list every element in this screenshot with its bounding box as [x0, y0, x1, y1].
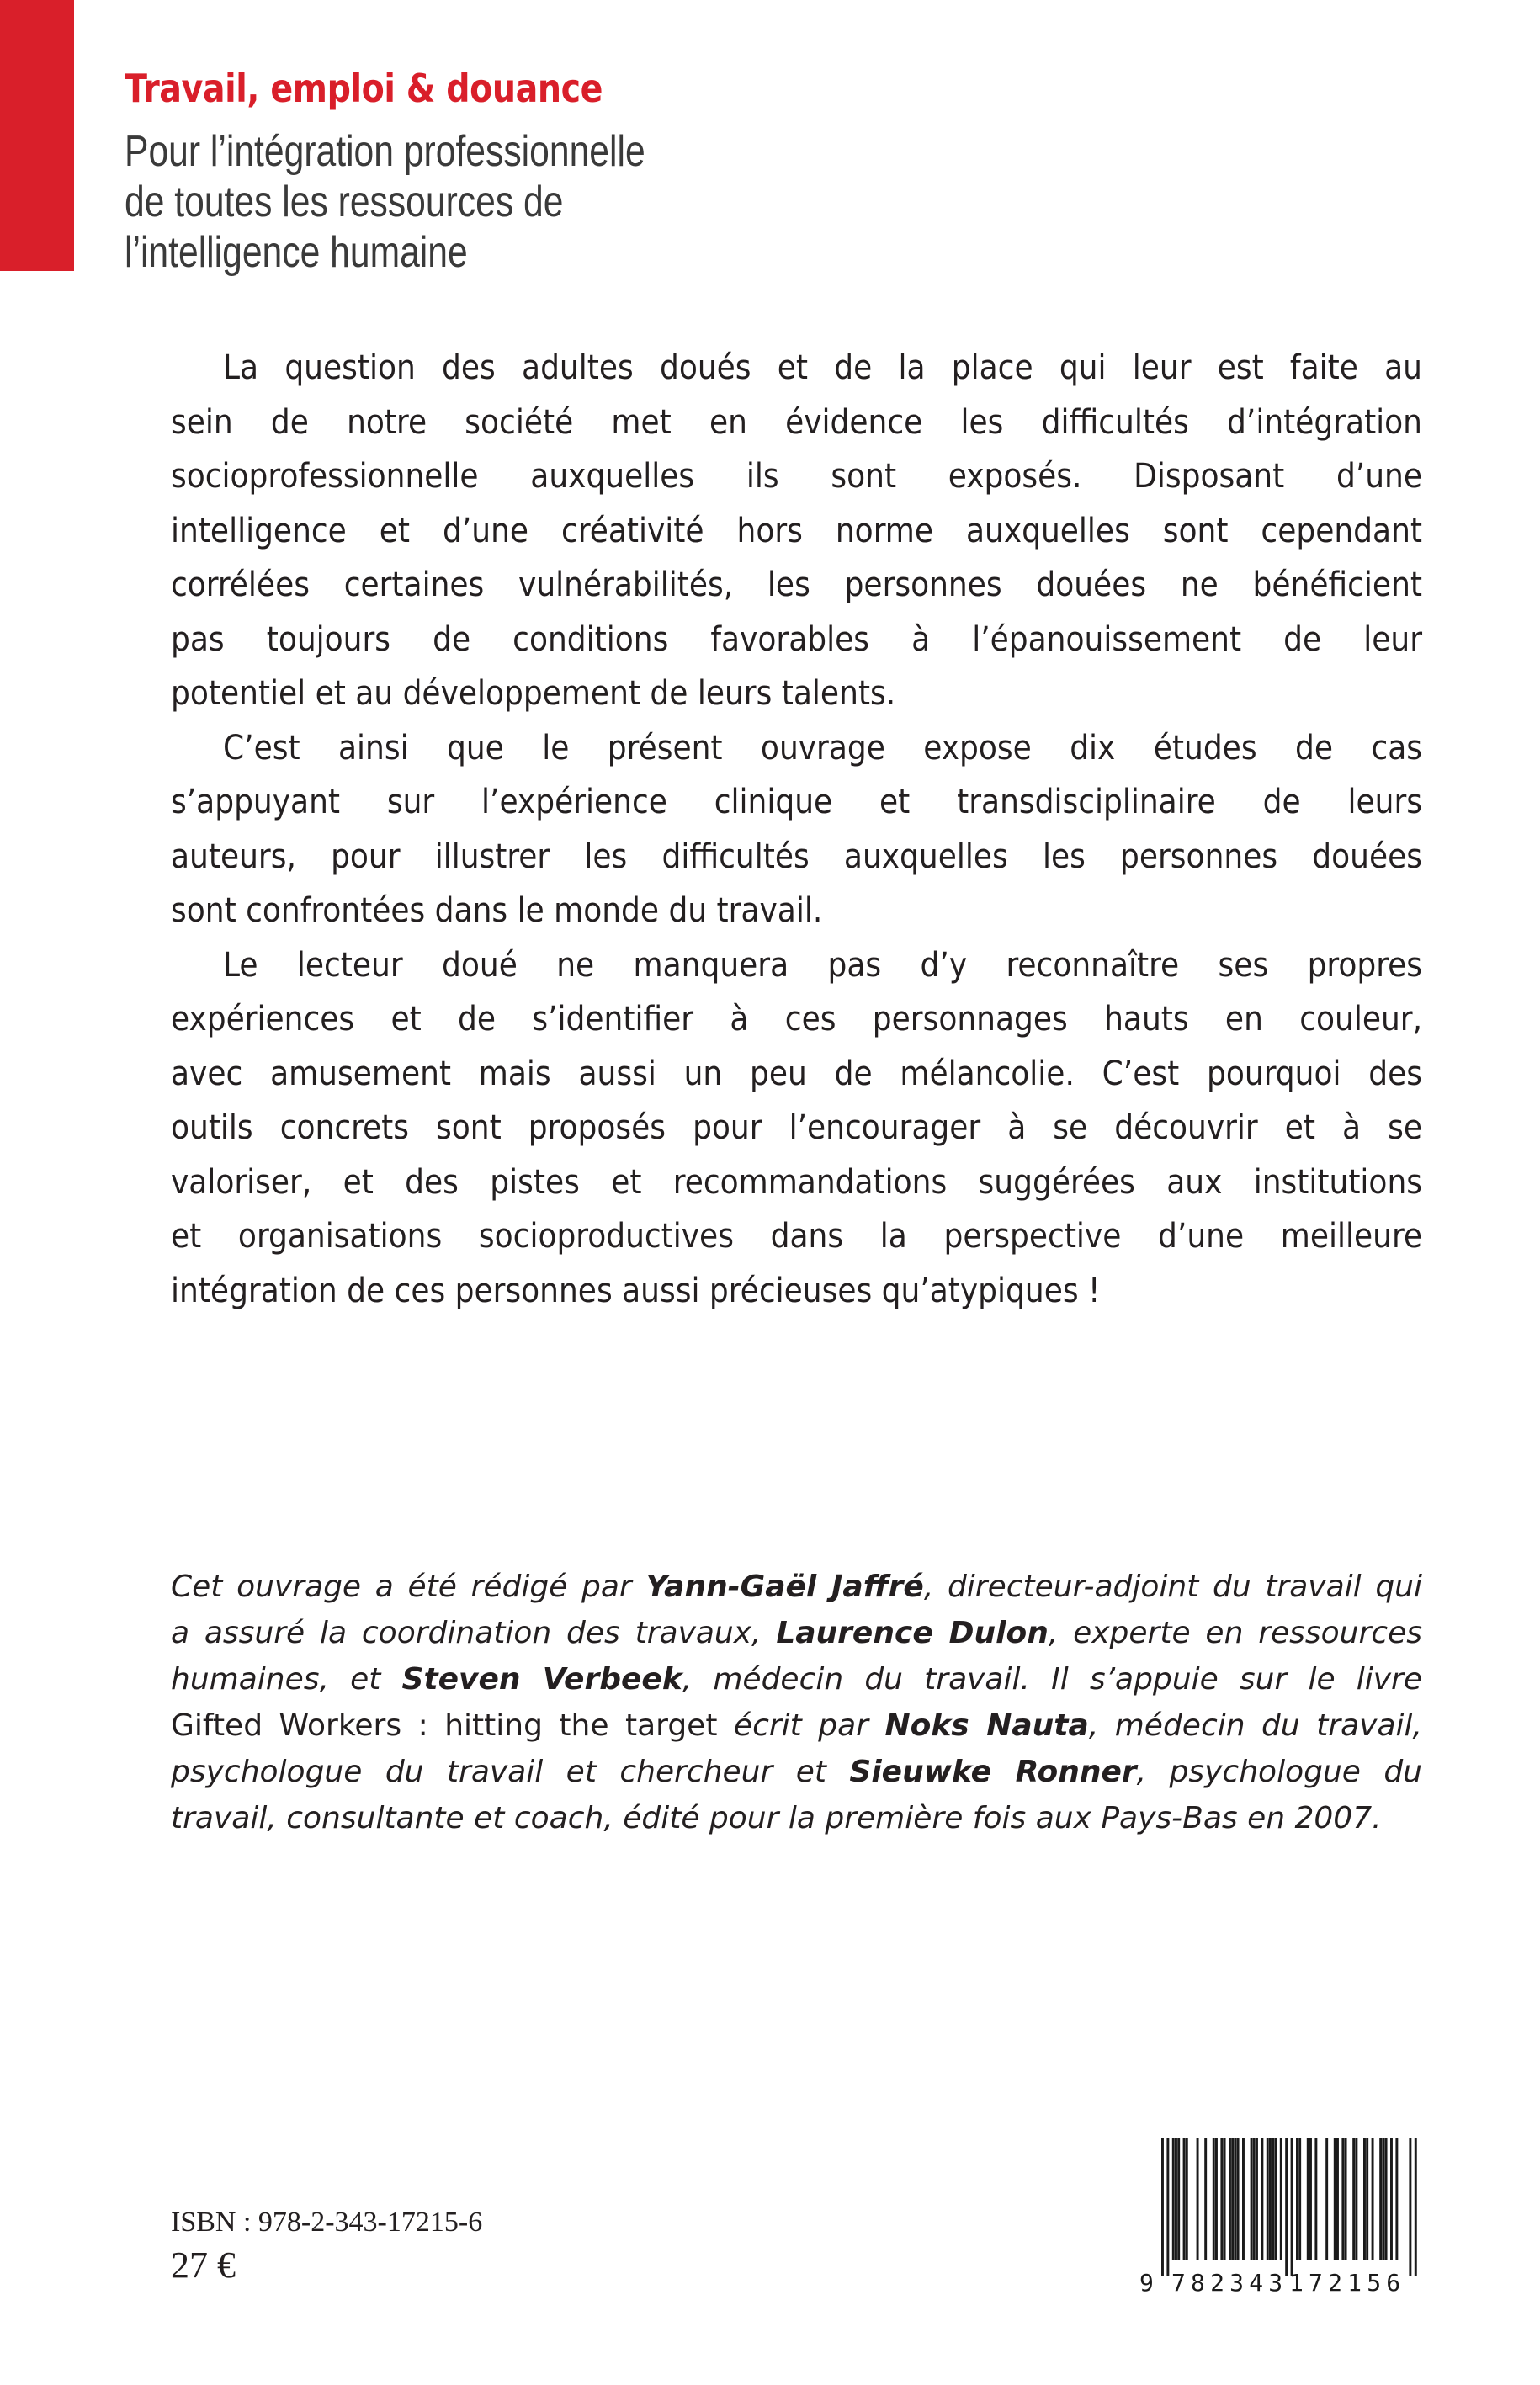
barcode-bar: [1234, 2138, 1236, 2260]
blurb: [171, 341, 1422, 1318]
isbn-label: ISBN : 978-2-343-17215-6: [171, 2207, 483, 2238]
book-title: Gifted Workers : hitting the target: [171, 1708, 718, 1743]
barcode-bar: [1341, 2138, 1344, 2260]
barcode-bar: [1415, 2138, 1417, 2276]
blurb-line: avec amusement mais aussi un peu de mélancolie. C’est pourquoi des: [171, 1054, 1422, 1093]
barcode-bar: [1409, 2138, 1411, 2276]
barcode-bar: [1345, 2138, 1347, 2260]
barcode-bar: [1251, 2138, 1253, 2260]
credits-line: [171, 1610, 1422, 1656]
credits-text: , directeur-adjoint du travail qui: [923, 1570, 1422, 1604]
barcode-bar: [1242, 2138, 1245, 2260]
barcode-bar: [1161, 2138, 1164, 2276]
blurb-line: intelligence et d’une créativité hors norme auxquelles sont cependant: [171, 511, 1422, 550]
barcode-bar: [1366, 2138, 1368, 2260]
blurb-paragraph-3: [171, 938, 1422, 1319]
barcode-bar: [1298, 2138, 1301, 2260]
credits-text: , psychologue du: [1136, 1755, 1423, 1789]
barcode-bar: [1177, 2138, 1180, 2260]
credits-text: Cet ouvrage a été rédigé par: [171, 1570, 646, 1604]
credits-text: a assuré la coordination des travaux,: [171, 1616, 777, 1650]
barcode-digits-left: 782343: [1171, 2269, 1288, 2296]
barcode-bar: [1379, 2138, 1382, 2260]
barcode-bar: [1352, 2138, 1355, 2260]
blurb-line: expériences et de s’identifier à ces personnages hauts en couleur,: [171, 1000, 1422, 1038]
barcode-bar: [1272, 2138, 1274, 2260]
credits-line: [171, 1795, 1422, 1841]
barcode-bar: [1186, 2138, 1188, 2260]
barcode-bar: [1395, 2138, 1398, 2260]
barcode-bar: [1231, 2138, 1234, 2260]
series-subtitle: [125, 126, 645, 278]
barcode-bar: [1382, 2138, 1384, 2260]
barcode-bar: [1224, 2138, 1226, 2260]
author-credits: [171, 1564, 1422, 1841]
barcode-bar: [1355, 2138, 1357, 2260]
barcode-bar: [1237, 2138, 1240, 2260]
barcode-bar: [1280, 2138, 1282, 2260]
blurb-line: valoriser, et des pistes et recommandations suggérées aux institutions: [171, 1162, 1422, 1202]
barcode-bar: [1256, 2138, 1258, 2260]
barcode-bar: [1213, 2138, 1215, 2260]
blurb-line: socioprofessionnelle auxquelles ils sont exposés. Disposant d’une: [171, 457, 1422, 496]
barcode-digits-right: 172156: [1289, 2269, 1406, 2296]
accent-bar: [0, 0, 74, 271]
blurb-line: corrélées certaines vulnérabilités, les personnes douées ne bénéficient: [171, 566, 1422, 604]
subtitle-line: l’intelligence humaine: [125, 228, 468, 277]
subtitle-line: de toutes les ressources de: [125, 178, 564, 226]
barcode-bar: [1314, 2138, 1317, 2260]
subtitle-line: Pour l’intégration professionnelle: [125, 127, 645, 176]
barcode-bar: [1269, 2138, 1272, 2260]
author-name: Yann-Gaël Jaffré: [645, 1570, 924, 1604]
barcode-digit-first: 9: [1139, 2269, 1154, 2296]
barcode-bar: [1336, 2138, 1339, 2260]
credits-line: [171, 1564, 1422, 1610]
barcode-bar: [1274, 2138, 1277, 2260]
credits-line: [171, 1656, 1422, 1702]
blurb-line: La question des adultes doués et de la place qui leur est faite au: [223, 348, 1422, 387]
credits-text: , experte en ressources: [1048, 1616, 1422, 1650]
barcode-bar: [1220, 2138, 1223, 2260]
blurb-line: et organisations socioproductives dans la perspective d’une meilleure: [171, 1217, 1422, 1256]
author-name: Noks Nauta: [884, 1708, 1089, 1743]
blurb-line: sont confrontées dans le monde du travail.: [171, 891, 823, 930]
barcode-bar: [1285, 2138, 1288, 2276]
blurb-line: s’appuyant sur l’expérience clinique et transdisciplinaire de leurs: [171, 783, 1422, 821]
barcode-bar: [1309, 2138, 1312, 2260]
barcode-bar: [1363, 2138, 1366, 2260]
barcode-bars: [1161, 2138, 1417, 2276]
author-name: Laurence Dulon: [776, 1616, 1049, 1650]
barcode-bar: [1175, 2138, 1177, 2260]
blurb-paragraph-2: [171, 721, 1422, 938]
blurb-line: pas toujours de conditions favorables à l’épanouissement de leur: [171, 619, 1422, 659]
barcode-bar: [1197, 2138, 1199, 2260]
barcode-bar: [1334, 2138, 1336, 2260]
barcode-bar: [1307, 2138, 1309, 2260]
credits-line: [171, 1749, 1422, 1795]
credits-text: travail, consultante et coach, édité pour la première fois aux Pays-Bas en 2007.: [171, 1801, 1382, 1835]
blurb-line: C’est ainsi que le présent ouvrage expose dix études de cas: [223, 728, 1422, 768]
blurb-line: auteurs, pour illustrer les difficultés auxquelles les personnes douées: [171, 837, 1422, 876]
blurb-line: sein de notre société met en évidence les difficultés d’intégration: [171, 402, 1422, 442]
credits-line: [171, 1702, 1422, 1749]
barcode-bar: [1296, 2138, 1298, 2260]
barcode-bar: [1291, 2138, 1293, 2276]
barcode-bar: [1325, 2138, 1328, 2260]
blurb-line: potentiel et au développement de leurs talents.: [171, 674, 896, 713]
credits-text: , médecin du travail,: [1088, 1708, 1422, 1743]
price-label: 27 €: [171, 2244, 236, 2286]
barcode-bar: [1183, 2138, 1186, 2260]
barcode-bar: [1372, 2138, 1374, 2260]
barcode-bar: [1267, 2138, 1269, 2260]
barcode-bar: [1204, 2138, 1207, 2260]
isbn-barcode: [1136, 2136, 1426, 2296]
barcode-bar: [1385, 2138, 1388, 2260]
credits-text: , médecin du travail. Il s’appuie sur le livre: [682, 1662, 1423, 1697]
blurb-line: Le lecteur doué ne manquera pas d’y reconnaître ses propres: [223, 945, 1422, 985]
barcode-bar: [1253, 2138, 1256, 2260]
blurb-line: outils concrets sont proposés pour l’encourager à se découvrir et à se: [171, 1108, 1422, 1147]
credits-text: écrit par: [717, 1708, 885, 1743]
blurb-line: intégration de ces personnes aussi précieuses qu’atypiques !: [171, 1271, 1101, 1310]
author-name: Steven Verbeek: [401, 1662, 682, 1697]
barcode-bar: [1166, 2138, 1169, 2276]
series-title: Travail, emploi & douance: [125, 66, 603, 111]
barcode-bar: [1172, 2138, 1175, 2260]
blurb-paragraph-1: [171, 341, 1422, 721]
barcode-bar: [1261, 2138, 1263, 2260]
barcode-bar: [1215, 2138, 1218, 2260]
credits-text: psychologue du travail et chercheur et: [171, 1755, 850, 1789]
barcode-bar: [1390, 2138, 1393, 2260]
author-name: Sieuwke Ronner: [849, 1755, 1137, 1789]
credits-text: humaines, et: [171, 1662, 402, 1697]
barcode-bar: [1229, 2138, 1231, 2260]
